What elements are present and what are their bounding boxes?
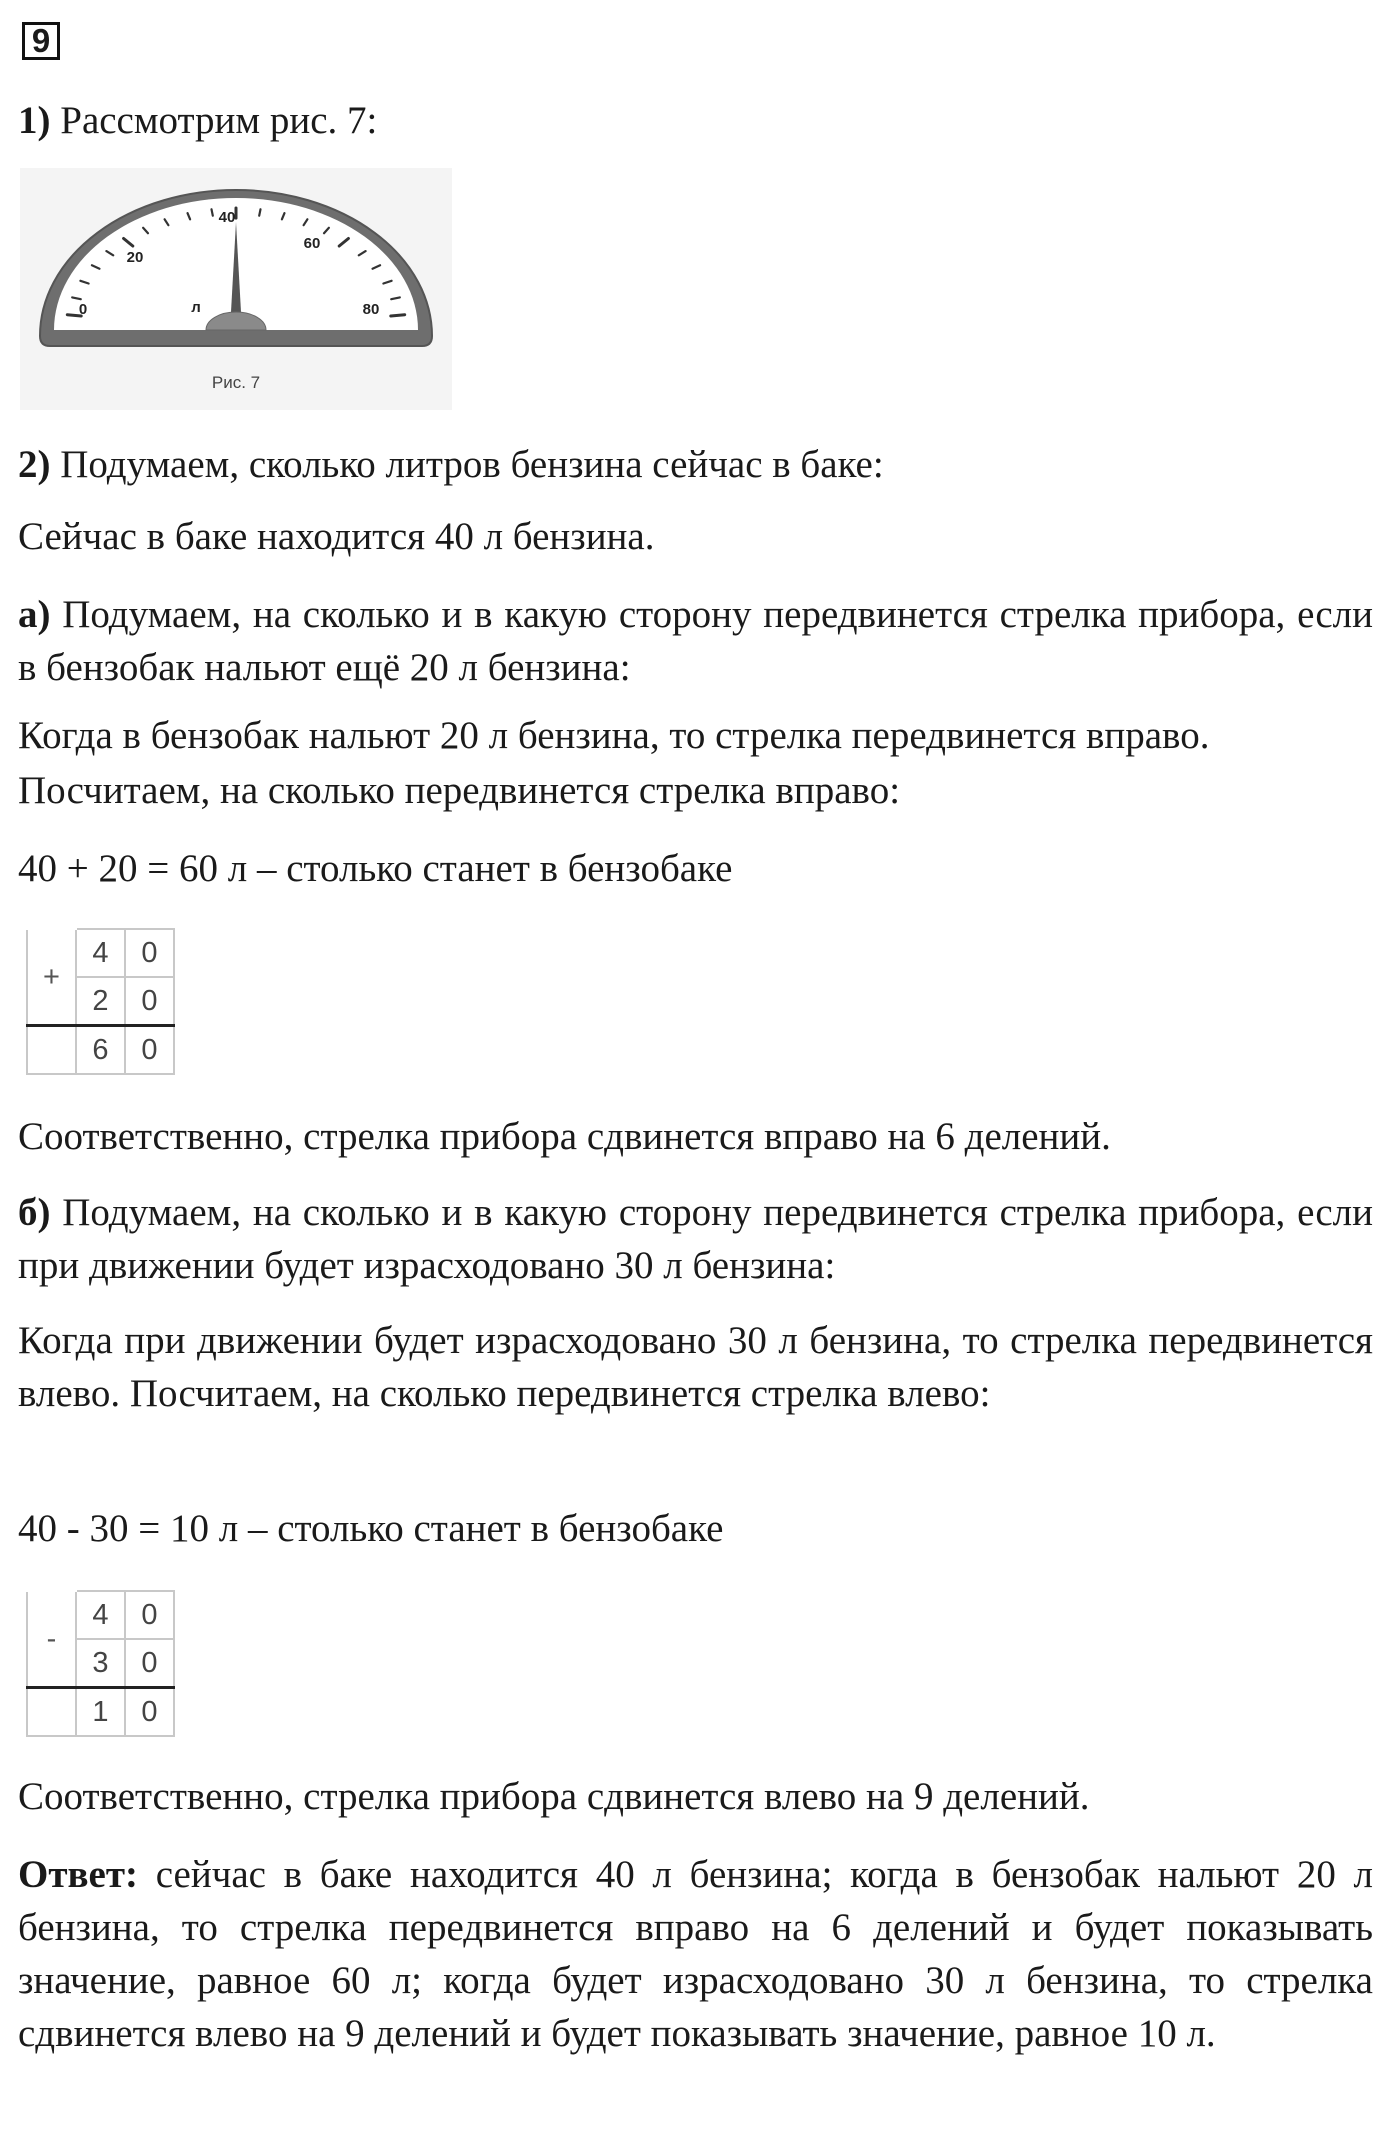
gauge-tick [391,315,405,316]
column-digit: 2 [76,977,125,1026]
column-digit: 0 [125,1591,174,1639]
part-b-question [18,1186,1373,1292]
part-a-explanation-line2: Посчитаем, на сколько передвинется стрелка вправо: [18,769,901,812]
column-result-digit: 0 [125,1026,174,1075]
part-b-question-text: Подумаем, на сколько и в какую сторону передвинется стрелка прибора, если при движении будет израсходовано 30 л бензина: [18,1191,1373,1287]
column-digit: 4 [76,1591,125,1639]
part-a-marker: а) [18,593,51,636]
gauge-tick [259,209,260,215]
part-a-question [18,588,1373,694]
part-a-explanation-line1: Когда в бензобак нальют 20 л бензина, то стрелка передвинется вправо. [18,714,1210,757]
answer-text: сейчас в баке находится 40 л бензина; когда в бензобак нальют 20 л бензина, то стрелка передвинется вправо на 6 делений и будет показывать значение, равное 60 л; когда будет израсходовано 30 л бензина, то стрелка сдвинется влево на 9 делений и будет показывать значение, равное 10 л. [18,1853,1373,2055]
column-empty-cell [27,1688,76,1737]
answer-label: Ответ: [18,1853,139,1896]
step1-line [18,94,1373,147]
column-empty-cell [27,1026,76,1075]
column-row [27,929,174,977]
step2-text: Подумаем, сколько литров бензина сейчас в баке: [60,443,884,486]
column-addition [26,928,175,1075]
gauge-unit-label: л [191,299,201,316]
step2-marker: 2) [18,443,51,486]
part-b-marker: б) [18,1191,51,1234]
part-b-conclusion: Соответственно, стрелка прибора сдвинется влево на 9 делений. [18,1775,1090,1818]
part-a-equation: 40 + 20 = 60 л – столько станет в бензобаке [18,847,733,890]
column-digit: 4 [76,929,125,977]
column-result-digit: 0 [125,1688,174,1737]
column-digit: 3 [76,1639,125,1688]
gauge-label-40: 40 [218,209,236,226]
column-sign: - [27,1591,76,1688]
step2-answer: Сейчас в баке находится 40 л бензина. [18,515,655,558]
column-sign: + [27,929,76,1026]
fuel-gauge-figure [20,168,452,410]
column-row [27,1591,174,1639]
column-digit: 0 [125,977,174,1026]
step1-text: Рассмотрим рис. 7: [60,99,378,142]
task-number-box: 9 [22,22,60,60]
column-result-row [27,1026,174,1075]
gauge-label-80: 80 [362,301,380,318]
gauge-label-0: 0 [78,301,88,318]
figure-caption: Рис. 7 [211,373,261,392]
column-digit: 0 [125,1639,174,1688]
column-result-row [27,1688,174,1737]
final-answer [18,1848,1373,2060]
column-subtraction [26,1590,175,1737]
step2-line [18,438,1373,491]
part-a-question-text: Подумаем, на сколько и в какую сторону передвинется стрелка прибора, если в бензобак нальют ещё 20 л бензина: [18,593,1373,689]
part-b-explanation: Когда при движении будет израсходовано 30 л бензина, то стрелка передвинется влево. Посчитаем, на сколько передвинется стрелка влево: [18,1319,1373,1415]
gauge-label-60: 60 [303,235,321,252]
gauge-tick [212,209,213,215]
part-b-equation: 40 - 30 = 10 л – столько станет в бензобаке [18,1507,724,1550]
fuel-gauge-svg [20,168,452,410]
gauge-label-20: 20 [126,249,144,266]
part-a-conclusion: Соответственно, стрелка прибора сдвинется вправо на 6 делений. [18,1115,1111,1158]
step1-marker: 1) [18,99,51,142]
column-result-digit: 6 [76,1026,125,1075]
column-digit: 0 [125,929,174,977]
column-result-digit: 1 [76,1688,125,1737]
